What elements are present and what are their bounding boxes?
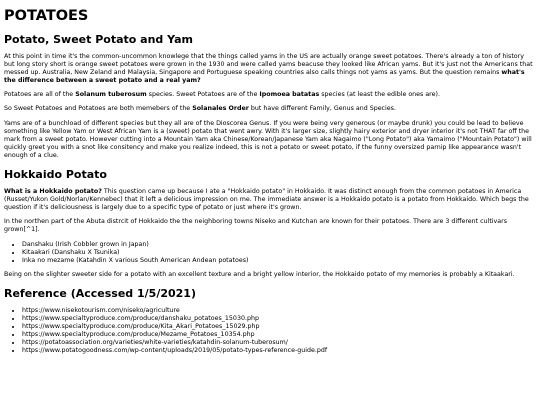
- list-item: • Danshaku (Irish Cobbler grown in Japan): [22, 241, 536, 249]
- reference-link[interactable]: • https://potatoassociation.org/varieties/white-varieties/katahdin-solanum-tuberosum/: [22, 339, 536, 347]
- reference-link[interactable]: • https://www.specialtyproduce.com/produce/Kita_Akari_Potatoes_15029.php: [22, 323, 536, 331]
- paragraph-bold-question: What is a Hokkaido potato?: [4, 188, 102, 196]
- species-solanum: Solanum tuberosum: [75, 91, 147, 99]
- paragraph-bold-question: what's the difference between a sweet potato and a real yam?: [4, 69, 525, 85]
- section-heading-reference: Reference (Accessed 1/5/2021): [4, 286, 196, 300]
- cultivar-list: [4, 241, 536, 265]
- reference-link[interactable]: • https://www.potatogoodness.com/wp-content/uploads/2019/05/potato-types-reference-guide.pdf: [22, 347, 536, 355]
- page-title: POTATOES: [4, 8, 89, 24]
- order-solanales: Solanales Order: [192, 105, 249, 113]
- list-item: • Kitaakari (Danshaku X Tsunika): [22, 249, 536, 257]
- reference-list: [4, 307, 536, 356]
- paragraph-hokkaido-question: [4, 188, 536, 212]
- species-ipomoea: Ipomoea batatas: [259, 91, 320, 99]
- paragraph-text: At this point in time it's the common-uncommon knowlege that the things called yams in the US are actually orange sweet potatoes. There's already a ton of history but long story short is orange sweet potatoes were grown in the 1930 and were called yams beacuse they looked like African yams. But it's just not the Americans that messed up. Australia, New Zeland and Malaysia, Singapore and Portuguese speaking countries also calls things not yams as yams. But the question remains: [4, 53, 533, 77]
- paragraph-text: This question came up because I ate a "Hokkaido potato" in Hokkaido. It was distinct enough from the common potatoes in America (Russet/Yukon Gold/Norlan/Kennebec) that it left a delicious impression on me. The immediate answer is a Hokkaido potato is a potato from Hokkaido. Which begs the question if it's deliciousness is largely due to a specific type of potato or just where it's grown.: [4, 188, 529, 212]
- paragraph-text: species. Sweet Potatoes are of the: [146, 91, 260, 99]
- paragraph-text: So Sweet Potatoes and Potatoes are both memebers of the: [4, 105, 193, 113]
- section-heading-potato-sweet-potato-yam: Potato, Sweet Potato and Yam: [4, 33, 193, 46]
- paragraph-order: [4, 105, 536, 113]
- paragraph-text: Potatoes are all of the: [4, 91, 76, 99]
- paragraph-species: [4, 91, 536, 99]
- reference-link[interactable]: • https://www.specialtyproduce.com/produce/Mezame_Potatoes_10354.php: [22, 331, 536, 339]
- paragraph-abuta-district: In the northen part of the Abuta distrcit of Hokkaido the the neighboring towns Niseko and Kutchan are known for their potatoes. There are 3 different cultivars grown[^1].: [4, 218, 507, 234]
- paragraph-yams-history: [4, 53, 536, 85]
- paragraph-text: species (at least the edible ones are).: [319, 91, 440, 99]
- section-heading-hokkaido-potato: Hokkaido Potato: [4, 168, 107, 182]
- reference-link[interactable]: • https://www.nisekotourism.com/niseko/agriculture: [22, 307, 536, 315]
- list-item: • Inka no mezame (Katahdin X various South American Andean potatoes): [22, 257, 536, 265]
- paragraph-yams-dioscorea: Yams are of a bunchload of different species but they all are of the Dioscorea Genus. If you were being very generous (or maybe drunk) you could be lead to believe something like Yellow Yam or West African Yam is a (sweet) potato that went awry. With it's larger size, slightly hairy exterior and dryer interior it's not THAT far off the mark from a sweet potato. However cutting into a Mountain Yam aka Chinese/Korean/Japanese Yam aka Nagaimo ("Long Potato") aka Yamaimo ("Mountain Potato") will quickly greet you with a snot like consitency and make you realize indeed, this is not a potato or sweet potato, if the funny oversized parnip like appearance wasn't enough of a clue.: [4, 119, 532, 159]
- reference-link[interactable]: • https://www.specialtyproduce.com/produce/danshaku_potatoes_15030.php: [22, 315, 536, 323]
- paragraph-text: but have different Family, Genus and Species.: [248, 105, 396, 113]
- paragraph-kitaakari: Being on the slighter sweeter side for a potato with an excellent texture and a bright yellow interior, the Hokkaido potato of my memories is probably a Kitaakari.: [4, 270, 515, 278]
